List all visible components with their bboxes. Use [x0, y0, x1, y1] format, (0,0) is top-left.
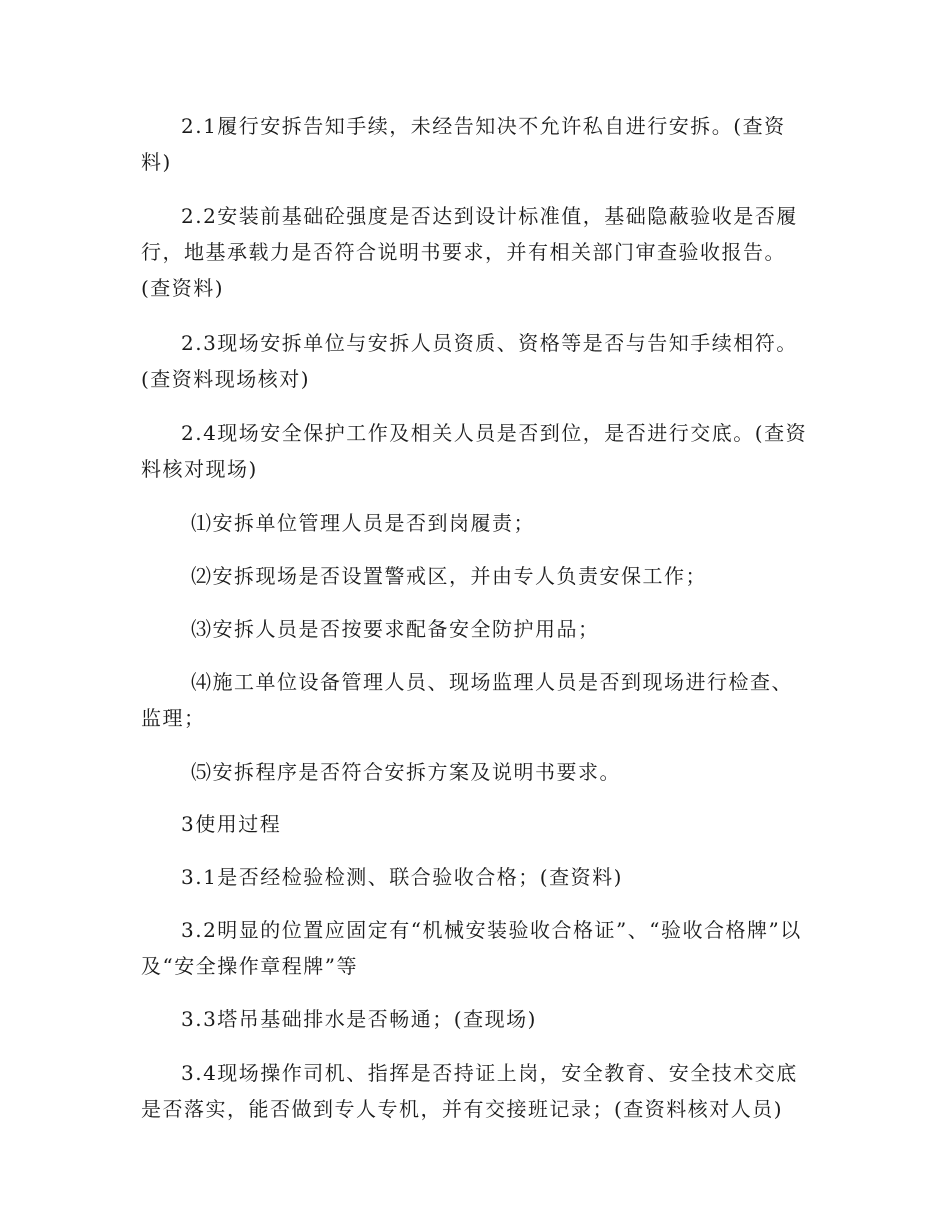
list-item-4: ⑷施工单位设备管理人员、现场监理人员是否到现场进行检查、监理； — [141, 670, 793, 730]
paragraph-3-2: 3.2明显的位置应固定有“机械安装验收合格证”、“验收合格牌”以及“安全操作章程牌”等 — [141, 918, 802, 978]
list-item-1: ⑴安拆单位管理人员是否到岗履责； — [191, 511, 535, 535]
paragraph-3-4: 3.4现场操作司机、指挥是否持证上岗，安全教育、安全技术交底是否落实，能否做到专人专机，并有交接班记录；(查资料核对人员) — [141, 1061, 798, 1121]
paragraph-2-3: 2.3现场安拆单位与安拆人员资质、资格等是否与告知手续相符。(查资料现场核对) — [141, 331, 798, 391]
list-item-5: ⑸安拆程序是否符合安拆方案及说明书要求。 — [191, 760, 621, 784]
list-item-2: ⑵安拆现场是否设置警戒区，并由专人负责安保工作； — [191, 564, 707, 588]
paragraph-2-4: 2.4现场安全保护工作及相关人员是否到位，是否进行交底。(查资料核对现场) — [141, 421, 808, 481]
paragraph-3-3: 3.3塔吊基础排水是否畅通；(查现场) — [181, 1007, 537, 1031]
list-item-3: ⑶安拆人员是否按要求配备安全防护用品； — [191, 617, 600, 641]
section-heading-3: 3使用过程 — [181, 812, 282, 836]
paragraph-2-2: 2.2安装前基础砼强度是否达到设计标准值，基础隐蔽验收是否履行，地基承载力是否符合说明书要求，并有相关部门审查验收报告。(查资料) — [141, 204, 798, 300]
paragraph-3-1: 3.1是否经检验检测、联合验收合格；(查资料) — [181, 865, 623, 889]
paragraph-2-1: 2.1履行安拆告知手续，未经告知决不允许私自进行安拆。(查资料) — [141, 114, 786, 174]
